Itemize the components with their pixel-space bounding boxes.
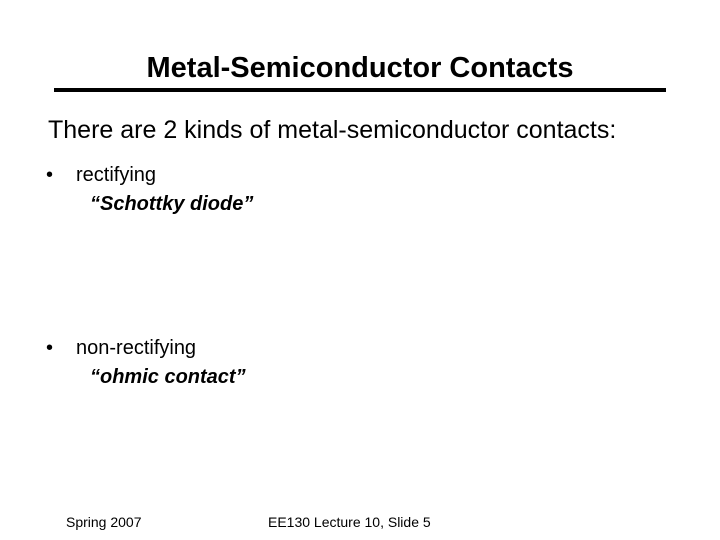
bullet-detail-schottky: “Schottky diode” <box>90 193 254 215</box>
intro-text: There are 2 kinds of metal-semiconductor contacts: <box>48 116 617 144</box>
bullet-item-non-rectifying <box>46 336 196 360</box>
bullet-item-rectifying <box>46 163 156 187</box>
bullet-marker: • <box>46 337 54 359</box>
title-underline <box>54 88 666 92</box>
bullet-marker: • <box>46 164 54 186</box>
footer-course: EE130 Lecture 10, Slide 5 <box>268 514 431 530</box>
bullet-label: non-rectifying <box>76 337 197 359</box>
footer-date: Spring 2007 <box>66 514 142 530</box>
slide-title: Metal-Semiconductor Contacts <box>146 52 574 84</box>
bullet-label: rectifying <box>76 164 157 186</box>
bullet-detail-ohmic: “ohmic contact” <box>90 366 246 388</box>
